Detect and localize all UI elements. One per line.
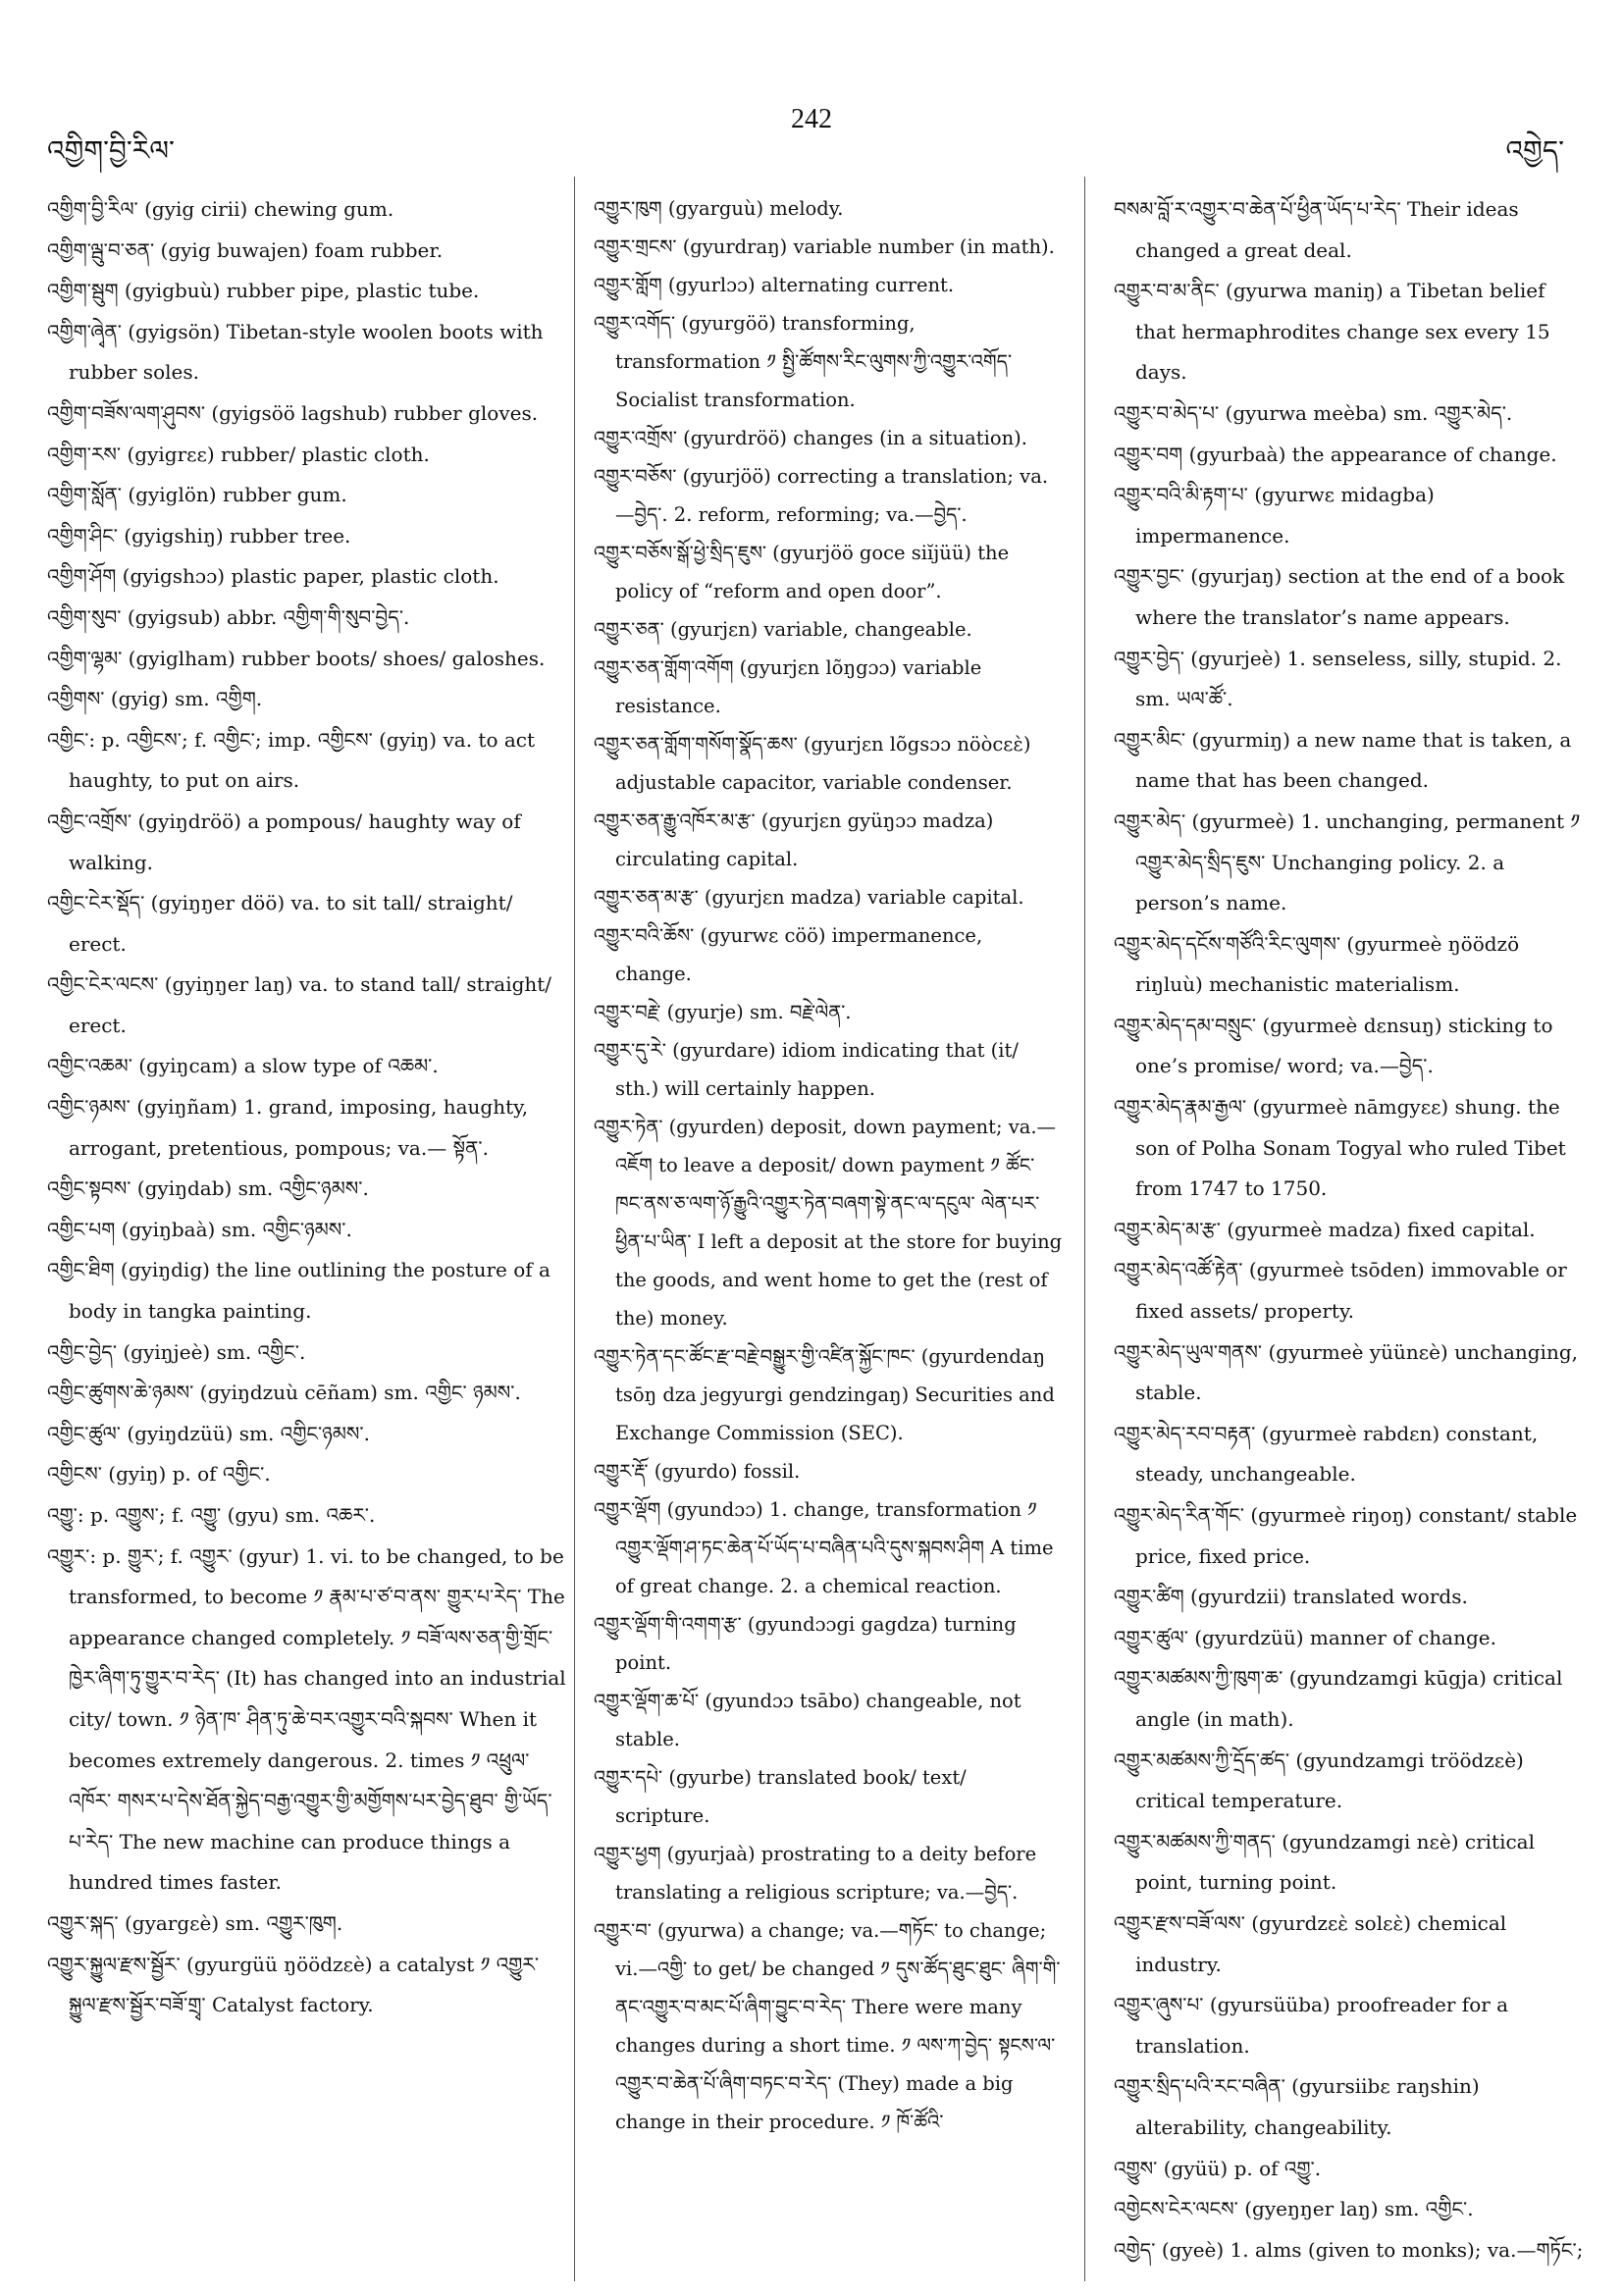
dictionary-entry: འགྱུར་བ་མེད་པ་ (gyurwa meèba) sm. འགྱུར་མེད་. (1114, 400, 1513, 425)
dictionary-entry: འགྱུར་ལྡོག་གི་འགག་རྩ་ (gyundɔɔgi gagdza) turning point. (594, 1613, 1017, 1674)
dictionary-entry: འགྱིག་ཞྭེན་ (gyigsön) Tibetan-style woolen boots with rubber soles. (47, 319, 544, 385)
dictionary-entry: འགྱུར་ཅན་རྒྱུ་འཁོར་མ་རྩ་ (gyurjεn gyüŋɔɔ madza) circulating capital. (594, 809, 994, 870)
dictionary-entry: འགྱུར་མེད་ཡུལ་གནས་ (gyurmeè yüünεè) unchanging, stable. (1114, 1339, 1578, 1405)
dictionary-entry: འགྱུར་གྲངས་ (gyurdraŋ) variable number (in math). (594, 235, 1055, 258)
dictionary-entry: འགྱུར་མེད་མ་རྩ་ (gyurmeè madza) fixed capital. (1114, 1217, 1536, 1241)
dictionary-entry: འགྱིག་བཟོས་ལག་ཤུབས་ (gyigsöö lagshub) rubber gloves. (47, 400, 539, 425)
dictionary-entry: འགྱིང་པག (gyiŋbaà) sm. འགྱིང་ཉམས་. (47, 1217, 352, 1241)
dictionary-entry: འགྱིང་ཚུལ་ (gyiŋdzüü) sm. འགྱིང་ཉམས་. (47, 1421, 370, 1445)
dictionary-entry: འགྱིག་ལྦུ་བ་ཅན་ (gyig buwajen) foam rubber. (47, 237, 444, 262)
dictionary-entry: འགྱུར་དུ་རེ་ (gyurdare) idiom indicating that (it/ sth.) will certainly happen. (594, 1039, 1019, 1100)
dictionary-entry: འགྱུར་བཅོས་ (gyurjöö) correcting a translation; va.—བྱེད་. 2. reform, reforming; va.—བྱེད་. (594, 465, 1049, 526)
dictionary-entry: འགྱུར་བའི་མི་རྟག་པ་ (gyurwε midagba) impermanence. (1114, 483, 1435, 548)
dictionary-entry: འགྱུར་ཏེན་དང་ཚོང་རྫ་བརྗེ་བསྒྱུར་གྱི་འཛིན་སྐྱོང་ཁང་ (gyurdendaŋ tsōŋ dza jegyurgi gendzingaŋ) Securities and Exchange Commission (SEC). (594, 1345, 1055, 1444)
dictionary-entry: འགྱུར་འགོད་ (gyurgöö) transforming, transformation ༡ སྤྱི་ཚོགས་རིང་ལུགས་ཀྱི་འགྱུར་འགོད་ Socialist transformation. (594, 312, 1013, 411)
dictionary-entry: འགྱུར་མེད་འཚོ་རྟེན་ (gyurmeè tsōden) immovable or fixed assets/ property. (1114, 1258, 1567, 1324)
dictionary-entry: འགྱུར་མེད་དངོས་གཙོའི་རིང་ལུགས་ (gyurmeè ŋöödzö riŋluù) mechanistic materialism. (1114, 931, 1520, 997)
column-divider (574, 177, 575, 2281)
dictionary-entry: འགྱིང་ཐིག (gyiŋdig) the line outlining the posture of a body in tangka painting. (47, 1258, 550, 1324)
dictionary-entry: འགྱུར་རྫས་བཟོ་ལས་ (gyurdzεὲ solεὲ) chemical industry. (1114, 1910, 1507, 1976)
dictionary-entry: འགྱུར་མཚམས་ཀྱི་ཁུག་ཆ་ (gyundzamgi kūgja) critical angle (in math). (1114, 1666, 1563, 1731)
dictionary-entry: འགྱུར་ཚུལ་ (gyurdzüü) manner of change. (1114, 1625, 1496, 1649)
dictionary-entry: བསམ་བློ་ར་འགྱུར་བ་ཆེན་པོ་ཕྱིན་ཡོད་པ་རེད་ Their ideas changed a great deal. (1114, 197, 1519, 262)
dictionary-entry: འགྱིག་སློན་ (gyiglön) rubber gum. (47, 483, 347, 507)
dictionary-entry: འགྱུར་ལྡོག (gyundɔɔ) 1. change, transformation ༡ འགྱུར་ལྡོག་ཤ་ཏང་ཆེན་པོ་ཡོད་པ་བཞིན་པའི་དུས་སྐབས་ཤིག A time of great change. 2. a chemical reaction. (594, 1498, 1054, 1597)
dictionary-entry: འགྱིག་རས་ (gyigrεε) rubber/ plastic cloth. (47, 442, 430, 466)
dictionary-entry: འགྱུར་མཚམས་ཀྱི་དྲོད་ཚད་ (gyundzamgi tröödzεè) critical temperature. (1114, 1748, 1524, 1813)
dictionary-entry: འགྱུར་བ་མ་ནིང་ (gyurwa maniŋ) a Tibetan belief that hermaphrodites change sex every 15 days. (1114, 279, 1550, 385)
dictionary-entry: འགྱེངས་ངེར་ལངས་ (gyeŋŋer laŋ) sm. འགྱིང་. (1114, 2197, 1474, 2221)
dictionary-entry: འགྱུར་མེད་ (gyurmeè) 1. unchanging, permanent ༡ འགྱུར་མེད་སྲིད་ཇུས་ Unchanging policy. 2. a person’s name. (1114, 809, 1581, 915)
dictionary-entry: འགྱུར་སྲིད་པའི་རང་བཞིན་ (gyursiibε raŋshin) alterability, changeability. (1114, 2074, 1480, 2139)
dictionary-entry: འགྱིངས་ (gyiŋ) p. of འགྱིང་. (47, 1462, 271, 1487)
column-middle (594, 189, 1065, 2141)
column-left (47, 189, 567, 2026)
page-number: 242 (791, 104, 832, 134)
dictionary-entry: འགྱུས་ (gyüü) p. of འགྱུ་. (1114, 2156, 1322, 2180)
dictionary-entry: འགྱུར་མེད་རིན་གོང་ (gyurmeè riŋoŋ) constant/ stable price, fixed price. (1114, 1503, 1578, 1568)
dictionary-entry: འགྱིང་: p. འགྱིངས་; f. འགྱིང་; imp. འགྱིངས་ (gyiŋ) va. to act haughty, to put on airs. (47, 727, 536, 793)
dictionary-entry: འགྱིང་འཆམ་ (gyiŋcam) a slow type of འཆམ་. (47, 1054, 439, 1078)
dictionary-entry: འགྱིང་ངེར་ལངས་ (gyiŋŋer laŋ) va. to stand tall/ straight/ erect. (47, 972, 552, 1037)
dictionary-entry: འགྱིང་སྟབས་ (gyiŋdab) sm. འགྱིང་ཉམས་. (47, 1176, 369, 1201)
dictionary-entry: འགྱུར་སྐད་ (gyargεè) sm. འགྱུར་ཁུག. (47, 1910, 343, 1935)
dictionary-entry: འགྱུར་ཁུག (gyarguù) melody. (594, 197, 844, 220)
column-divider (1084, 177, 1085, 2281)
dictionary-entry: འགྱིག་སྦུག (gyigbuù) rubber pipe, plastic tube. (47, 279, 480, 303)
dictionary-entry: འགྱུར་ཅན་གློག་གསོག་སྣོད་ཆས་ (gyurjεn lõgsɔɔ nöòcεὲ) adjustable capacitor, variable condenser. (594, 733, 1031, 794)
dictionary-entry: འགྱུ་: p. འགྱུས་; f. འགྱུ་ (gyu) sm. འཆར་. (47, 1503, 376, 1527)
dictionary-entry: འགྱུར་བའི་ཆོས་ (gyurwε cöö) impermanence, change. (594, 924, 983, 985)
dictionary-entry: འགྱུར་གློག (gyurlɔɔ) alternating current. (594, 274, 955, 296)
dictionary-entry: འགྱུར་ཚིག (gyurdzii) translated words. (1114, 1585, 1468, 1609)
page-header (0, 98, 1623, 167)
dictionary-entry: འགྱུར་འགྲོས་ (gyurdröö) changes (in a situation). (594, 427, 1027, 449)
dictionary-entry: འགྱུར་རྡོ་ (gyurdo) fossil. (594, 1460, 801, 1483)
dictionary-entry: འགྱུར་མེད་དམ་བསྲུང་ (gyurmeè dεnsuŋ) sticking to one’s promise/ word; va.—བྱེད་. (1114, 1013, 1553, 1078)
dictionary-entry: འགྱེད་ (gyeè) 1. alms (given to monks); va.—གཏོང་; (1114, 2237, 1584, 2262)
dictionary-entry: འགྱིང་ཉམས་ (gyiŋñam) 1. grand, imposing, haughty, arrogant, pretentious, pompous; va.— སྟོན་. (47, 1095, 529, 1160)
dictionary-entry: འགྱུར་: p. གྱུར་; f. འགྱུར་ (gyur) 1. vi. to be changed, to be transformed, to become ༡ རྣམ་པ་ཙ་བ་ནས་ གྱུར་པ་རེད་ The appearance changed completely. ༡ བཟོ་ལས་ཅན་གྱི་གྲོང་ཁྱེར་ཞིག་ཏུ་གྱུར་བ་རེད་ (It) has changed into an industrial city/ town. ༡ ཉེན་ཁ་ ཤིན་ཏུ་ཆེ་བར་འགྱུར་བའི་སྐབས་ When it becomes extremely dangerous. 2. times ༡ འཕྲུལ་འཁོར་ གསར་པ་དེས་ཐོན་སྐྱེད་བརྒྱ་འགྱུར་གྱི་མགྱོགས་པར་བྱེད་ཐུབ་ གྱི་ཡོད་པ་རེད་ The new machine can produce things a hundred times faster. (47, 1543, 566, 1895)
dictionary-entry: འགྱུར་ཞུས་པ་ (gyursüüba) proofreader for a translation. (1114, 1993, 1509, 2058)
dictionary-entry: འགྱིག་ཤོག (gyigshɔɔ) plastic paper, plastic cloth. (47, 564, 499, 589)
running-head-right: འགྱེད་ (1505, 134, 1564, 167)
column-right (1114, 189, 1590, 2270)
dictionary-entry: འགྱིག་སུབ་ (gyigsub) abbr. འགྱིག་གི་སུབ་བྱེད་. (47, 604, 410, 629)
dictionary-entry: འགྱུར་མཚམས་ཀྱི་གནད་ (gyundzamgi nεè) critical point, turning point. (1114, 1829, 1535, 1895)
dictionary-entry: འགྱིང་ཚུགས་ཆེ་ཉམས་ (gyiŋdzuù cēñam) sm. འགྱིང་ ཉམས་. (47, 1381, 521, 1405)
dictionary-entry: འགྱུར་བ་ (gyurwa) a change; va.—གཏོང་ to change; vi.—འགྱི་ to get/ be changed ༡ དུས་ཚོད་ཐུང་ཐུང་ ཞིག་གི་ནང་འགྱུར་བ་མང་པོ་ཞིག་བྱུང་བ་རེད་ There were many changes during a short time. ༡ ལས་ཀ་བྱེད་ སྟངས་ལ་འགྱུར་བ་ཆེན་པོ་ཞིག་བཏང་བ་རེད་ (They) made a big change in their procedure. ༡ ཁོ་ཚོའི་ (594, 1919, 1061, 2133)
dictionary-entry: འགྱིང་བྱེད་ (gyiŋjeè) sm. འགྱིང་. (47, 1339, 306, 1364)
dictionary-entry: འགྱུར་ཅན་གློག་འགོག (gyurjεn lõŋgɔɔ) variable resistance. (594, 656, 982, 717)
dictionary-entry: འགྱུར་ཅན་མ་རྩ་ (gyurjεn madza) variable capital. (594, 886, 1024, 909)
dictionary-entry: འགྱུར་ཅན་ (gyurjεn) variable, changeable. (594, 618, 972, 641)
dictionary-entry: འགྱུར་སྐྱུལ་རྫས་སྦྱོར་ (gyurgüü ŋöödzεè) a catalyst ༡ འགྱུར་སྐྱུལ་རྫས་སྦྱོར་བཟོ་གྲྭ་ Catalyst factory. (47, 1952, 540, 2017)
dictionary-entry: འགྱུར་བྱེད་ (gyurjeè) 1. senseless, silly, stupid. 2. sm. ཡལ་ཚོ་. (1114, 646, 1562, 711)
dictionary-entry: འགྱུར་ལྡོག་ཆ་པོ་ (gyundɔɔ tsābo) changeable, not stable. (594, 1690, 1021, 1750)
dictionary-entry: འགྱུར་བག (gyurbaà) the appearance of change. (1114, 442, 1557, 466)
dictionary-entry: འགྱིང་འགྲོས་ (gyiŋdröö) a pompous/ haughty way of walking. (47, 809, 521, 874)
dictionary-entry: འགྱིག་ཤིང་ (gyigshiŋ) rubber tree. (47, 523, 351, 548)
dictionary-entry: འགྱིག་ལྷམ་ (gyiglham) rubber boots/ shoes/ galoshes. (47, 646, 546, 670)
dictionary-entry: འགྱིགས་ (gyig) sm. འགྱིག. (47, 687, 263, 711)
dictionary-entry: འགྱུར་ཕྱག (gyurjaà) prostrating to a deity before translating a religious scripture; va.—བྱེད་. (594, 1843, 1037, 1904)
dictionary-entry: འགྱུར་ཏེན་ (gyurden) deposit, down payment; va.— འཇོག to leave a deposit/ down payment ༡ ཚོང་ ཁང་ནས་ཅ་ལག་ཉོ་རྒྱུའི་འགྱུར་ཏེན་བཞག་སྟེ་ནང་ལ་དངུལ་ ལེན་པར་ཕྱིན་པ་ཡིན་ I left a deposit at the store for buying the goods, and went home to get the (rest of the) money. (594, 1116, 1063, 1330)
running-head-left: འགྱིག་བྱི་རིལ་ (47, 134, 175, 167)
dictionary-entry: འགྱིག་བྱི་རིལ་ (gyig cirii) chewing gum. (47, 197, 394, 221)
dictionary-entry: འགྱུར་མིང་ (gyurmiŋ) a new name that is taken, a name that has been changed. (1114, 727, 1572, 793)
dictionary-entry: འགྱུར་མེད་རབ་བརྟན་ (gyurmeè rabdεn) constant, steady, unchangeable. (1114, 1421, 1539, 1487)
dictionary-entry: འགྱིང་ངེར་སྡོད་ (gyiŋŋer döö) va. to sit tall/ straight/ erect. (47, 891, 513, 956)
dictionary-entry: འགྱུར་བྱང་ (gyurjaŋ) section at the end of a book where the translator’s name appears. (1114, 564, 1565, 629)
dictionary-entry: འགྱུར་བརྗེ་ (gyurje) sm. བརྗེ་ལེན་. (594, 1001, 852, 1023)
dictionary-entry: འགྱུར་མེད་རྣམ་རྒྱལ་ (gyurmeè nāmgyεε) shung. the son of Polha Sonam Togyal who ruled Tibet from 1747 to 1750. (1114, 1095, 1566, 1201)
dictionary-entry: འགྱུར་དཔེ་ (gyurbe) translated book/ text/ scripture. (594, 1766, 967, 1827)
dictionary-entry: འགྱུར་བཅོས་སྒོ་ཕྱེ་སྲིད་ཇུས་ (gyurjöö goce siĭjüü) the policy of “reform and open door”. (594, 542, 1010, 602)
